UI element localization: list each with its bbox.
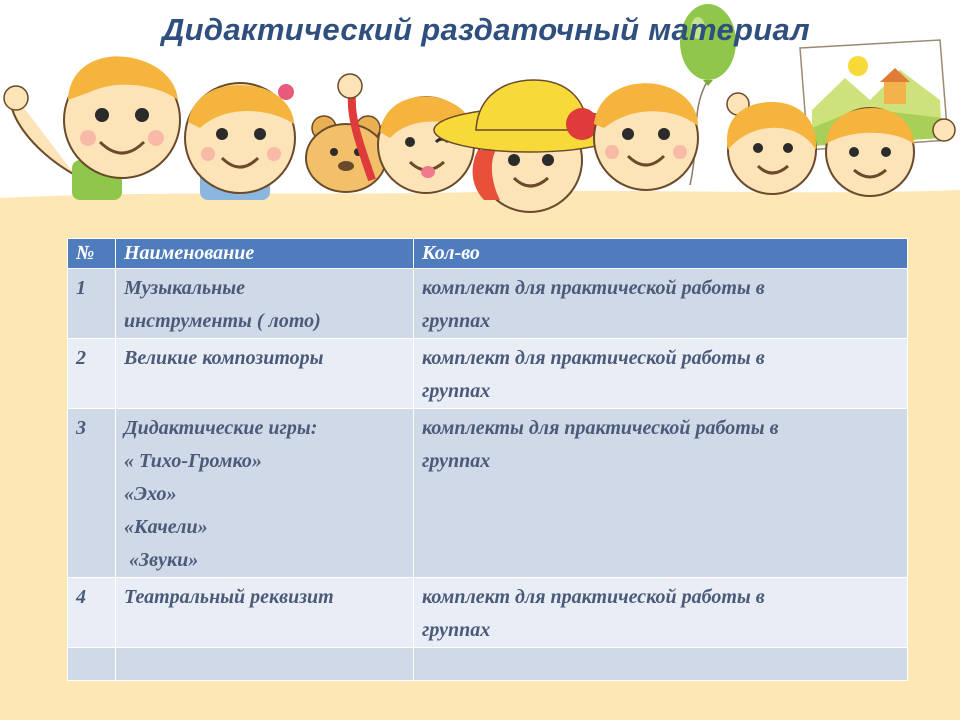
page-title: Дидактический раздаточный материал xyxy=(162,12,810,47)
cell-name-line: Дидактические игры: xyxy=(124,417,318,439)
cell-name-line: «Эхо» xyxy=(124,483,177,505)
cell-name-line: Великие композиторы xyxy=(124,347,324,369)
table-row xyxy=(68,578,908,648)
header-quantity: Кол-во xyxy=(414,239,908,269)
table-row xyxy=(68,409,908,578)
child-2-icon xyxy=(185,83,295,200)
cell-name-line: « Тихо-Громко» xyxy=(124,450,262,472)
table-row xyxy=(68,269,908,339)
cell-number: 4 xyxy=(68,578,116,648)
cell-name xyxy=(116,409,414,578)
cell-name xyxy=(116,339,414,409)
materials-table xyxy=(67,238,908,681)
child-6-icon xyxy=(727,93,816,194)
cell-quantity xyxy=(414,648,908,681)
cell-name-line: «Звуки» xyxy=(124,549,199,571)
cell-quantity xyxy=(414,409,908,578)
cell-quantity-line: группах xyxy=(422,310,491,332)
table-row-empty xyxy=(68,648,908,681)
cell-name xyxy=(116,578,414,648)
header-number: № xyxy=(68,239,116,269)
cell-name xyxy=(116,648,414,681)
cell-name xyxy=(116,269,414,339)
cell-number xyxy=(68,648,116,681)
cell-number: 3 xyxy=(68,409,116,578)
cell-name-line: Музыкальные xyxy=(124,277,245,299)
cell-quantity xyxy=(414,339,908,409)
cell-quantity xyxy=(414,578,908,648)
cell-quantity-line: комплект для практической работы в xyxy=(422,277,765,299)
child-1-icon xyxy=(4,56,180,200)
cell-quantity-line: группах xyxy=(422,619,491,641)
cell-quantity xyxy=(414,269,908,339)
cell-number: 2 xyxy=(68,339,116,409)
teddy-bear-icon xyxy=(306,116,386,192)
cell-name-line: «Качели» xyxy=(124,516,208,538)
header-name: Наименование xyxy=(116,239,414,269)
cell-quantity-line: группах xyxy=(422,450,491,472)
table-row xyxy=(68,339,908,409)
cell-quantity-line: группах xyxy=(422,380,491,402)
cell-name-line: инструменты ( лото) xyxy=(124,310,321,332)
cell-quantity-line: комплект для практической работы в xyxy=(422,347,765,369)
cell-quantity-line: комплекты для практической работы в xyxy=(422,417,779,439)
table-header-row xyxy=(68,239,908,269)
cell-number: 1 xyxy=(68,269,116,339)
cell-name-line: Театральный реквизит xyxy=(124,586,334,608)
child-5-icon xyxy=(594,83,698,190)
cell-quantity-line: комплект для практической работы в xyxy=(422,586,765,608)
